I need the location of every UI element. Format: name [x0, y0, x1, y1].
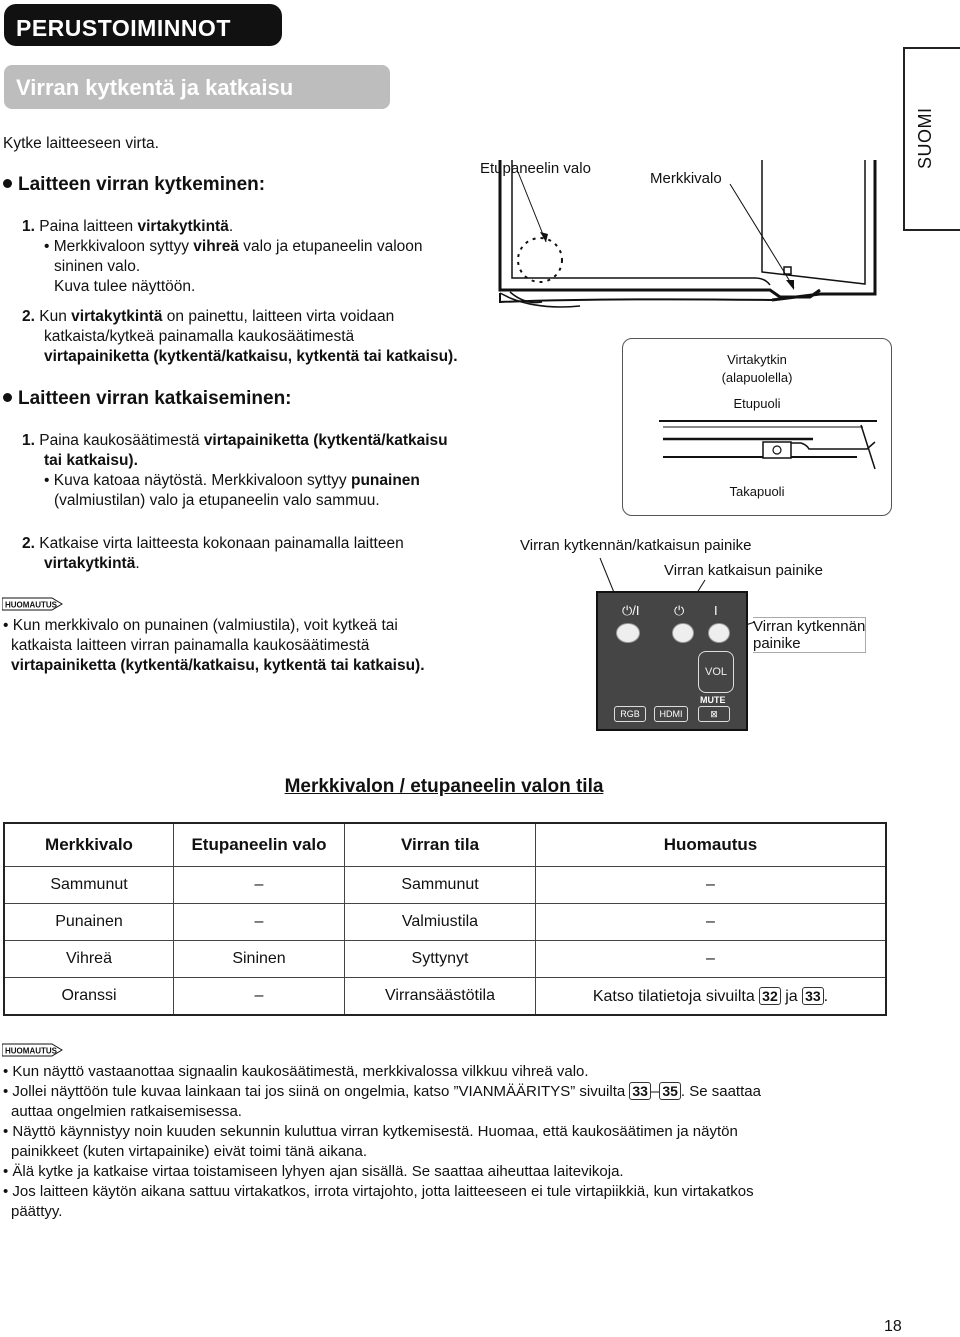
power-on-step2: 2. Kun virtakytkintä on painettu, laitteen virta voidaan katkaista/kytkeä painamalla kaukosäätimestä virtapainiketta (kytkentä/katkaisu, kytkentä tai katkaisu).: [22, 308, 458, 365]
tv-front-diagram: [480, 160, 900, 340]
table-cell: Virransäästötila: [345, 978, 536, 1016]
indicator-label: Merkkivalo: [650, 170, 722, 187]
table-cell: –: [174, 978, 345, 1016]
table-header: Merkkivalo: [4, 823, 174, 867]
page-ref[interactable]: 33: [629, 1082, 651, 1100]
table-row: [4, 867, 886, 904]
mute-label: MUTE: [700, 695, 726, 705]
power-on-symbol: I: [714, 603, 718, 618]
table-cell: Punainen: [4, 904, 174, 941]
table-cell: Vihreä: [4, 941, 174, 978]
front-label: Etupuoli: [733, 396, 781, 411]
power-off-step2: 2. Katkaise virta laitteesta kokonaan painamalla laitteen virtakytkintä.: [22, 535, 404, 572]
table-cell: –: [174, 904, 345, 941]
hdmi-button[interactable]: HDMI: [654, 706, 688, 722]
page-ref[interactable]: 35: [659, 1082, 681, 1100]
language-tab-label: SUOMI: [915, 107, 935, 169]
mute-button[interactable]: ⊠: [698, 706, 730, 722]
remote-onoff-label: Virran kytkennän/katkaisun painike: [520, 537, 752, 554]
svg-text:HUOMAUTUS: HUOMAUTUS: [5, 600, 57, 610]
table-header-row: [4, 823, 886, 867]
page-ref[interactable]: 32: [759, 987, 781, 1005]
bullet-icon: [3, 179, 12, 188]
page-number: 18: [884, 1318, 902, 1335]
language-tab: [903, 47, 960, 231]
table-row: [4, 941, 886, 978]
power-toggle-button[interactable]: [616, 623, 640, 643]
table-cell: Valmiustila: [345, 904, 536, 941]
bullet-icon: [3, 393, 12, 402]
table-cell: –: [536, 867, 887, 904]
table-header: Huomautus: [536, 823, 887, 867]
remote-off-label: Virran katkaisun painike: [664, 562, 823, 579]
note2-text: • Kun näyttö vastaanottaa signaalin kaukosäätimestä, merkkivalossa vilkkuu vihreä valo. • Jollei näyttöön tule kuvaa lainkaan tai jos siinä on ongelmia, katso ”VIANMÄÄRITYS” sivuilta 33 – 35 . Se saattaa auttaa ongelmien ratkaisemisessa. • Näyttö käynnistyy noin kuuden sekunnin kuluttua virran kytkemisestä. Huomaa, että kaukosäätimen ja näytön painikkeet (kuten virtapainike) eivät toimi tänä aikana. • Älä kytke ja katkaise virtaa toistamiseen lyhyen ajan sisällä. Se saattaa aiheuttaa laitevikoja. • Jos laitteen käytön aikana sattuu virtakatkos, irrota virtajohto, jotta laitteeseen ei tule virtapiikkiä, kun virtakatkos päättyy.: [3, 1063, 761, 1220]
volume-button[interactable]: VOL: [698, 651, 734, 693]
status-table: [3, 822, 887, 1016]
side-views-box: [622, 338, 892, 516]
table-cell: –: [536, 904, 887, 941]
remote-on-label: Virran kytkennän painike: [753, 618, 866, 652]
note1-text: • Kun merkkivalo on punainen (valmiustila), voit kytkeä tai katkaista laitteen virran painamalla kaukosäätimestä virtapainiketta (kytkentä/katkaisu, kytkentä tai katkaisu).: [3, 617, 425, 674]
topic-header: Virran kytkentä ja katkaisu: [4, 65, 390, 109]
rgb-button[interactable]: RGB: [614, 706, 646, 722]
power-off-heading: Laitteen virran katkaiseminen:: [3, 388, 292, 410]
table-row: [4, 904, 886, 941]
svg-text:HUOMAUTUS: HUOMAUTUS: [5, 1046, 57, 1056]
table-row: [4, 978, 886, 1016]
power-on-button[interactable]: [708, 623, 730, 643]
power-toggle-symbol: ⏻/I: [622, 603, 640, 618]
power-off-symbol: ⏻: [674, 603, 685, 618]
table-cell: Sammunut: [345, 867, 536, 904]
front-light-label: Etupaneelin valo: [480, 160, 591, 177]
table-cell: –: [174, 867, 345, 904]
power-off-button[interactable]: [672, 623, 694, 643]
back-label: Takapuoli: [729, 484, 785, 499]
table-cell: Sininen: [174, 941, 345, 978]
intro-text: Kytke laitteeseen virta.: [3, 135, 159, 152]
power-off-step1: 1. Paina kaukosäätimestä virtapainiketta (kytkentä/katkaisu tai katkaisu). • Kuva katoaa näytöstä. Merkkivaloon syttyy punainen (valmiustilan) valo ja etupaneelin valo sammuu.: [22, 432, 448, 509]
switch-label: Virtakytkin (alapuolella): [721, 352, 793, 385]
table-cell: Oranssi: [4, 978, 174, 1016]
remote-control: [596, 591, 748, 731]
table-cell: Katso tilatietoja sivuilta 32 ja 33 .: [536, 978, 887, 1016]
power-on-step1: 1. Paina laitteen virtakytkintä. • Merkkivaloon syttyy vihreä valo ja etupaneelin valoon sininen valo. Kuva tulee näyttöön.: [22, 218, 423, 295]
table-cell: –: [536, 941, 887, 978]
note-tag: [2, 597, 64, 616]
page-ref[interactable]: 33: [802, 987, 824, 1005]
table-cell: Sammunut: [4, 867, 174, 904]
table-title: Merkkivalon / etupaneelin valon tila: [284, 776, 604, 797]
power-on-heading: Laitteen virran kytkeminen:: [3, 174, 265, 196]
table-cell: Syttynyt: [345, 941, 536, 978]
section-header: PERUSTOIMINNOT: [4, 4, 282, 46]
note-tag: [2, 1043, 64, 1062]
table-header: Etupaneelin valo: [174, 823, 345, 867]
table-header: Virran tila: [345, 823, 536, 867]
